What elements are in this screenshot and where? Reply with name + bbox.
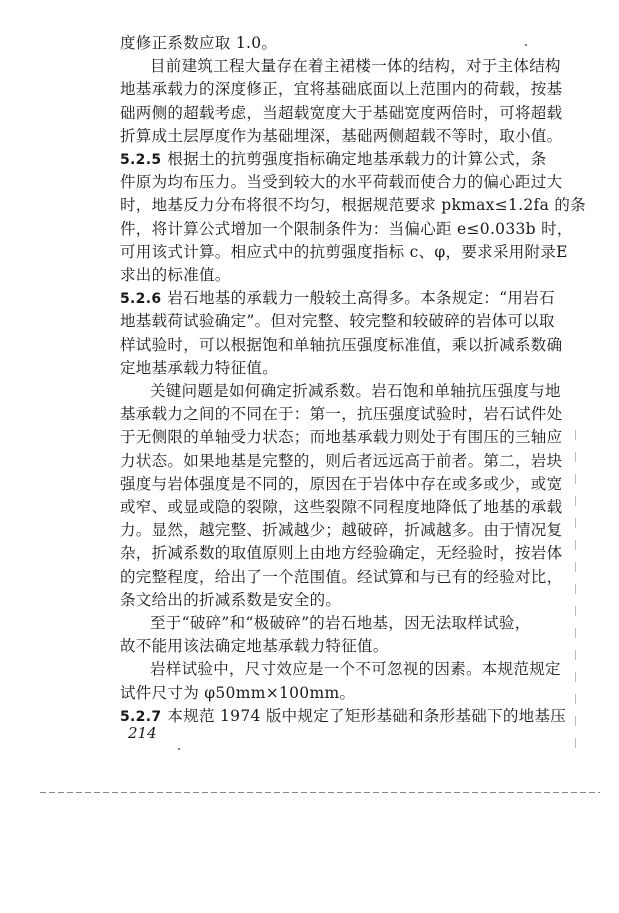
line-text: 关键问题是如何确定折减系数。岩石饱和单轴抗压强度与地 (150, 382, 561, 400)
text-line (150, 53, 561, 79)
text-line (120, 239, 568, 265)
line-text: 故不能用该法确定地基承载力特征值。 (120, 637, 389, 656)
line-text: 时，地基反力分布将很不均匀，根据规范要求 pkmax≤1.2fa 的条 (120, 196, 586, 215)
line-text: 件，将计算公式增加一个限制条件为：当偏心距 e≤0.033b 时， (120, 219, 573, 238)
line-text: 的完整程度，给出了一个范围值。经试算和与已有的经验对比， (120, 567, 563, 586)
line-text: 杂，折减系数的取值原则上由地方经验确定，无经验时，按岩体 (120, 544, 563, 563)
text-line (150, 378, 561, 404)
line-text: 强度与岩体强度是不同的，原因在于岩体中存在或多或少，或宽 (120, 474, 563, 493)
line-text: 础两侧的超载考虑，当超载宽度大于基础宽度两倍时，可将超载 (120, 103, 563, 122)
text-line (150, 656, 561, 682)
text-line (120, 332, 563, 358)
line-text: 力。显然，越完整、折减越少；越破碎，折减越多。由于情况复 (120, 521, 563, 540)
text-line (120, 262, 540, 288)
text-line (120, 587, 540, 613)
line-text: 基承载力之间的不同在于：第一，抗压强度试验时，岩石试件处 (120, 405, 563, 424)
line-text: 于无侧限的单轴受力状态；而地基承载力则处于有围压的三轴应 (120, 428, 563, 447)
line-text: 试件尺寸为 φ50mm×100mm。 (120, 683, 356, 702)
text-line (120, 401, 563, 427)
page-number: 214 (128, 724, 157, 742)
text-line (120, 494, 563, 520)
bottom-scan-rule (40, 792, 600, 793)
line-text: 至于“破碎”和“极破碎”的岩石地基，因无法取样试验， (150, 614, 531, 632)
text-line (120, 100, 563, 126)
line-text: 目前建筑工程大量存在着主裙楼一体的结构，对于主体结构 (150, 57, 561, 76)
section-number: 5.2.6 (120, 291, 162, 308)
line-text: 定地基承载力特征值。 (120, 358, 279, 377)
text-line (120, 123, 563, 149)
line-text: 岩样试验中，尺寸效应是一个不可忽视的因素。本规范规定 (150, 660, 561, 679)
line-text: 可用该式计算。相应式中的抗剪强度指标 c、φ，要求采用附录E (120, 242, 568, 261)
text-line (120, 424, 563, 450)
text-line (120, 192, 586, 218)
text-line (150, 610, 540, 636)
text-line (120, 564, 563, 590)
line-text: 条文给出的折减系数是安全的。 (120, 590, 342, 609)
line-text: 件原为均布压力。当受到较大的水平荷载而使合力的偏心距过大 (120, 173, 563, 192)
text-line (120, 216, 573, 242)
line-text: 地基承载力的深度修正，宜将基础底面以上范围内的荷载，按基 (120, 80, 563, 99)
line-text: 求出的标准值。 (120, 266, 231, 284)
text-line (120, 30, 540, 56)
text-line (120, 169, 563, 195)
line-text: 岩石地基的承载力一般较土高得多。本条规定：“用岩石 (167, 289, 555, 308)
line-text: 地基载荷试验确定”。但对完整、较完整和较破碎的岩体可以取 (120, 312, 555, 331)
text-line (120, 355, 540, 381)
line-text: 根据土的抗剪强度指标确定地基承载力的计算公式，条 (167, 150, 547, 168)
line-text: 本规范 1974 版中规定了矩形基础和条形基础下的地基压 (167, 706, 567, 725)
text-line (120, 680, 540, 706)
line-text: 折算成土层厚度作为基础埋深，基础两侧超载不等时，取小值。 (120, 126, 563, 145)
scan-dot (178, 748, 180, 750)
text-line (120, 308, 555, 334)
line-text: 力状态。如果地基是完整的，则后者远远高于前者。第二，岩块 (120, 451, 563, 470)
text-line (120, 540, 563, 566)
text-line (120, 471, 563, 497)
line-text: 度修正系数应取 1.0。 (120, 34, 278, 52)
text-line (120, 517, 563, 543)
scan-dot (525, 44, 527, 46)
section-line (120, 703, 567, 730)
text-line (120, 448, 563, 474)
section-number: 5.2.7 (120, 708, 162, 725)
line-text: 样试验时，可以根据饱和单轴抗压强度标准值，乘以折减系数确 (120, 335, 563, 354)
text-line (120, 76, 563, 102)
text-line (120, 633, 540, 659)
line-text: 或窄、或显或隐的裂隙，这些裂隙不同程度地降低了地基的承载 (120, 498, 563, 516)
scan-edge-mark (575, 430, 576, 750)
section-number: 5.2.5 (120, 152, 162, 168)
